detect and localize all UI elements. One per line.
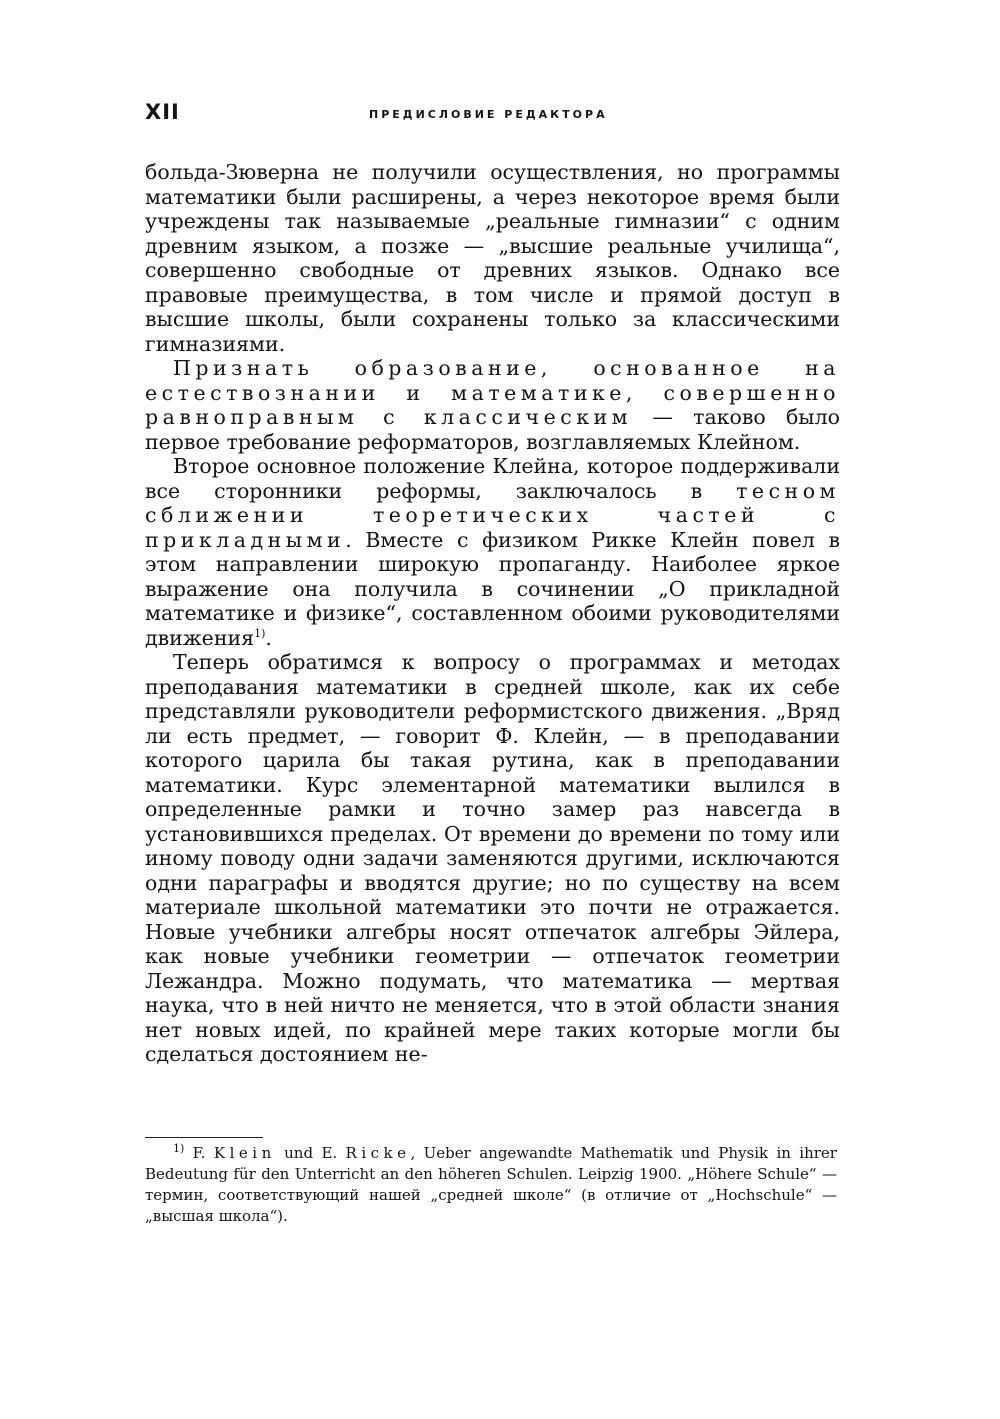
emphasis-spaced: тесном сближении теоретических частей с прикладными (145, 478, 840, 552)
paragraph (145, 454, 840, 650)
text-run: . Вместе с физиком Рикке Клейн повел в этом направлении широкую пропаганду. Наиболее яркое выражение она получила в сочинении „О прикладной математике и физике“, составленном обоими руководителями движения (145, 527, 840, 650)
text-run: . (265, 625, 272, 650)
text-run: , Ueber angewandte Mathematik und Physik in ihrer Bedeutung für den Unterricht an den höheren Schulen. Leipzig 1900. „Höhere Schule“ — термин, соответствующий нашей „средней школе“ (в отличие от „Hochschule“ — „высшая школа“). (145, 1144, 837, 1225)
running-head: ПРЕДИСЛОВИЕ РЕДАКТОРА (369, 108, 608, 121)
page-header (145, 100, 845, 130)
text-run: Теперь обратимся к вопросу о программах и методах преподавания математики в средней школе, как их себе представляли руководители реформистского движения. „Вряд ли есть предмет, — говорит Ф. Клейн, — в преподавании которого царила бы такая рутина, как в преподавании математики. Курс элементарной математики вылился в определенные рамки и точно замер раз навсегда в установившихся пределах. От времени до времени по тому или иному поводу одни задачи заменяются другими, исключаются одни параграфы и вводятся другие; но по существу на всем материале школьной математики это почти не отражается. Новые учебники алгебры носят отпечаток алгебры Эйлера, как новые учебники геометрии — отпечаток геометрии Лежандра. Можно подумать, что математика — мертвая наука, что в ней ничто не меняется, что в этой области знания нет новых идей, по крайней мере таких которые могли бы сделаться достоянием не- (145, 650, 840, 1066)
text-run: F. (184, 1144, 214, 1162)
paragraph (145, 650, 840, 1067)
paragraph (145, 160, 840, 356)
emphasis-spaced: Признать образование, основанное на естествознании и математике, совершенно равноправным с классическим (145, 356, 840, 429)
emphasis-spaced: Klein (213, 1144, 276, 1162)
footnote-divider (145, 1137, 263, 1138)
main-text (145, 160, 840, 1067)
text-run: — таково было первое требование реформаторов, возглавляемых Клейном. (145, 405, 840, 454)
footnote-marker: 1) (173, 1142, 185, 1155)
emphasis-spaced: Ricke (345, 1144, 411, 1162)
page-number: XII (145, 100, 180, 124)
text-run: больда-Зюверна не получили осуществления, но программы математики были расширены, а через некоторое время были учреждены так называемые „реальные гимназии“ с одним древним языком, а позже — „высшие реальные училища“, совершенно свободные от древних языков. Однако все правовые преимущества, в том числе и прямой доступ в высшие школы, были сохранены только за классическими гимназиями. (145, 160, 840, 356)
footnote (145, 1143, 837, 1227)
footnotes (145, 1143, 837, 1227)
paragraph (145, 356, 840, 454)
text-run: Второе основное положение Клейна, которое поддерживали все сторонники реформы, заключалось в (145, 454, 840, 503)
text-run: und E. (275, 1144, 346, 1162)
footnote-marker: 1) (254, 626, 266, 640)
